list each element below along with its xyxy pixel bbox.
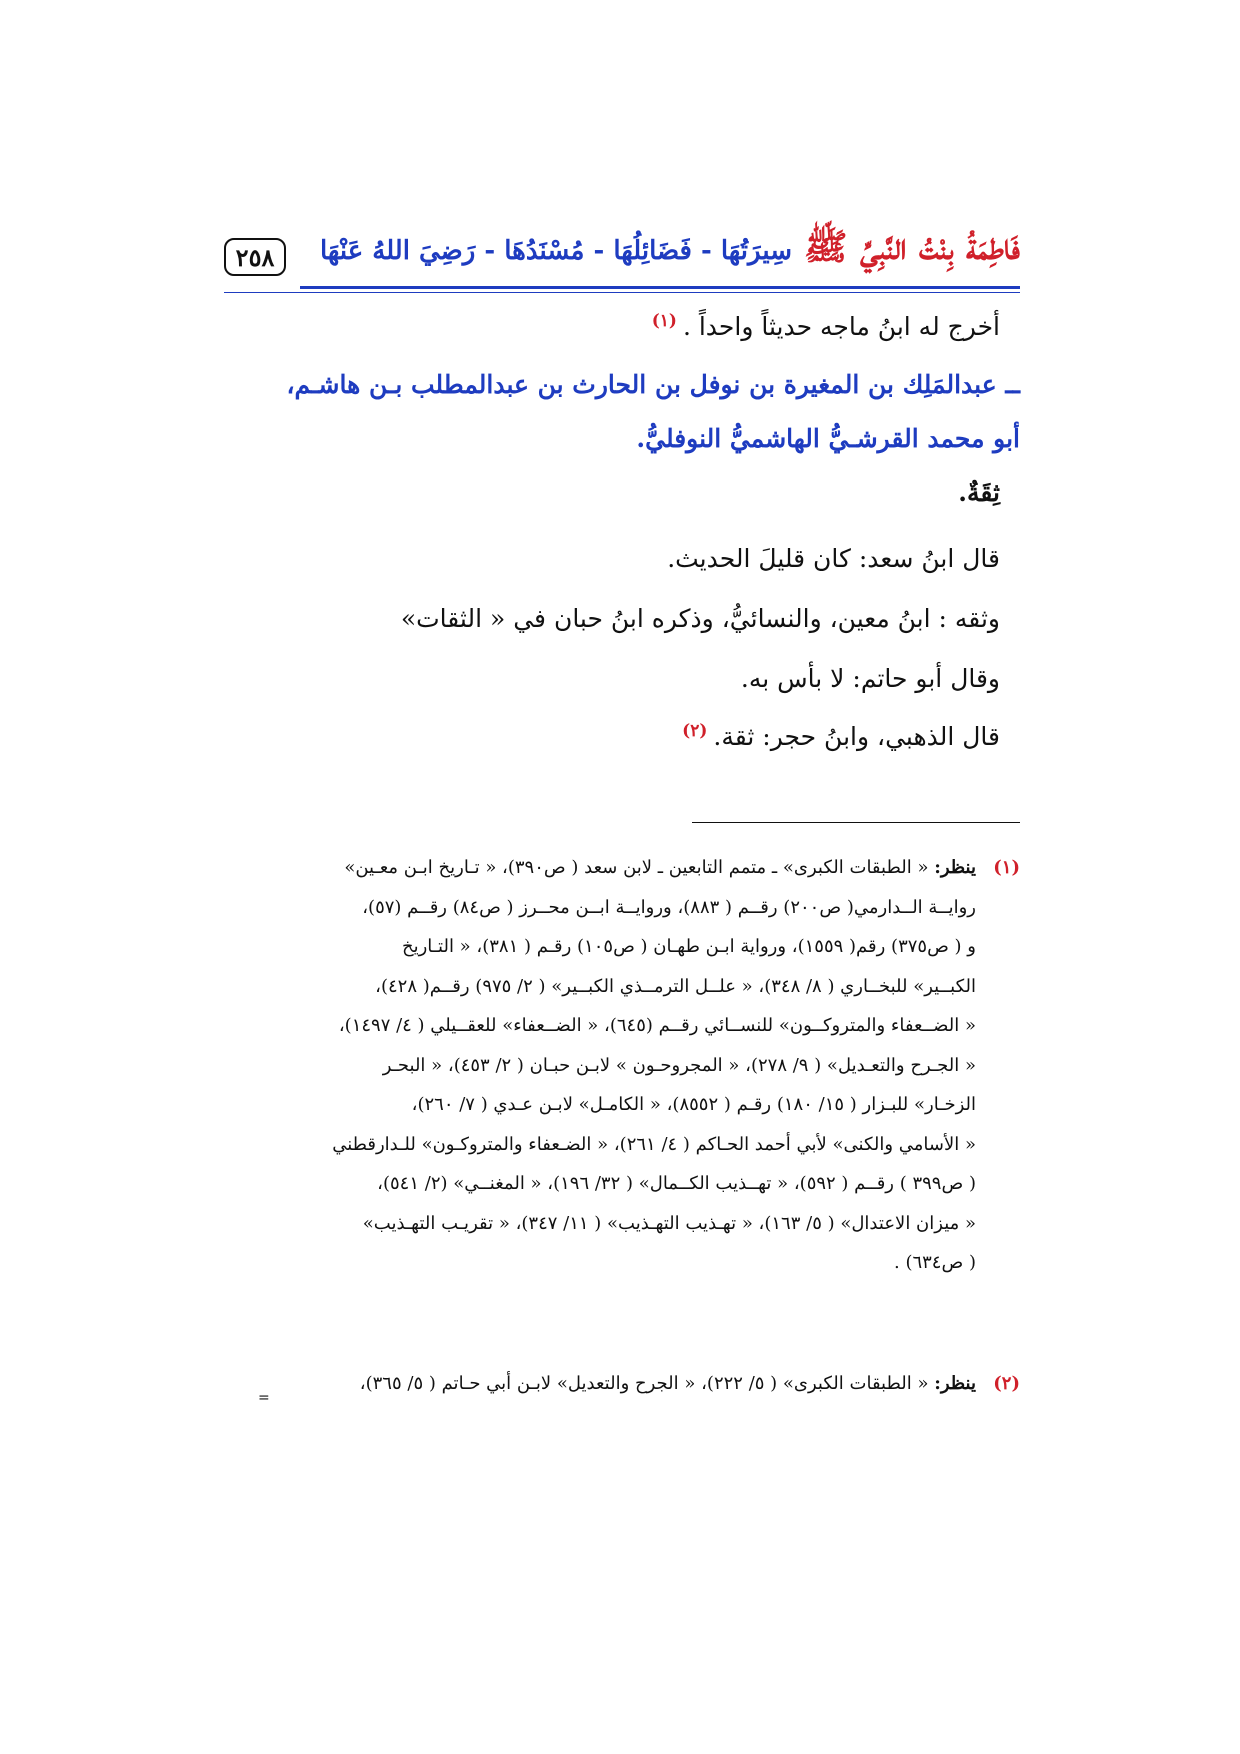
footnote-line: ( ص٦٣٤) . [894,1252,976,1273]
footnote-ref-2[interactable]: (٢) [682,720,708,741]
body-line-narration: أخرج له ابنُ ماجه حديثاً واحداً .$^{(١)}$ [651,310,1000,341]
narrator-heading-line-1: ــ عبدالمَلِك بن المغيرة بن نوفل بن الحارث بن عبدالمطلب بـن هاشـم، [286,370,1020,399]
footnote-line: روايــة الــدارمي( ص٢٠٠) رقــم ( ٨٨٣)، وروايــة ابــن محــرز ( ص٨٤) رقــم (٥٧)، [362,896,976,918]
footnote-1 [180,848,1020,1283]
narrator-heading-line-2: أبو محمد القرشـيُّ الهاشميُّ النوفليُّ. [636,424,1020,453]
running-header [300,222,1020,280]
footnote-line: « الجـرح والتعـديل» ( ٩/ ٢٧٨)، « المجروحـون » لابـن حبـان ( ٢/ ٤٥٣)، « البحـر [382,1054,976,1076]
header-rule-thin [224,292,1020,293]
footnote-number: (١) [993,857,1020,878]
continuation-mark: = [258,1390,270,1406]
footnote-lead: ينظر: [934,1373,976,1394]
body-line-thiqat: وثقه : ابنُ معين، والنسائيُّ، وذكره ابنُ حبان في « الثقات» [400,604,1000,633]
footnote-2 [180,1364,1020,1404]
footnote-ref-1[interactable]: (١) [651,310,677,331]
body-line-dhahabi: قال الذهبي، وابنُ حجر: ثقة.$^{(٢)}$ [682,720,1000,751]
footnote-line: ( ص٣٩٩ ) رقــم ( ٥٩٢)، « تهــذيب الكــمال» ( ٣٢/ ١٩٦)، « المغنــي» (٢/ ٥٤١)، [377,1173,976,1194]
body-line-abu-hatim: وقال أبو حاتم: لا بأس به. [740,664,1000,693]
header-title-main: فَاطِمَةُ بِنْتُ النَّبِيِّ ﷺ [804,226,1020,268]
footnote-lead: ينظر: [934,857,976,878]
footnote-line: و ( ص٣٧٥) رقم( ١٥٥٩)، ورواية ابـن طهـان ( ص١٠٥) رقـم ( ٣٨١)، « التـاريخ [401,936,976,957]
header-rule [300,286,1020,289]
footnote-line: (٢)ينظر: « الطبقات الكبرى» ( ٥/ ٢٢٢)، « الجرح والتعديل» لابـن أبي حـاتم ( ٥/ ٣٦٥)، [180,1364,1020,1404]
narrator-grade: ثِقَةٌ. [958,478,1000,507]
footnote-line: (١)ينظر: « الطبقات الكبرى» ـ متمم التابعين ـ لابن سعد ( ص٣٩٠)، « تـاريخ ابـن معـين» [180,848,1020,888]
footnote-line: الكبــير» للبخــاري ( ٨/ ٣٤٨)، « علــل الترمــذي الكبــير» ( ٢/ ٩٧٥) رقــم( ٤٢٨)، [375,975,976,997]
page-number-text: ٢٥٨ [235,242,275,272]
body-line-ibn-saad: قال ابنُ سعد: كان قليلَ الحديث. [667,544,1000,573]
header-title-sub: سِيرَتُهَا - فَضَائِلُهَا - مُسْنَدُهَا - رَضِيَ اللهُ عَنْهَا [319,236,792,266]
footnote-number: (٢) [993,1373,1020,1394]
footnote-separator [692,822,1020,823]
footnote-line: « الأسامي والكنى» لأبي أحمد الحـاكم ( ٤/ ٢٦١)، « الضـعفاء والمتروكـون» للـدارقطني [332,1133,976,1155]
footnote-line: الزخـار» للبـزار ( ١٥/ ١٨٠) رقـم ( ٨٥٥٢)، « الكامـل» لابـن عـدي ( ٧/ ٢٦٠)، [411,1094,976,1115]
footnote-line: « ميزان الاعتدال» ( ٥/ ١٦٣)، « تهـذيب التهـذيب» ( ١١/ ٣٤٧)، « تقريـب التهـذيب» [362,1212,976,1234]
footnote-line: « الضــعفاء والمتروكــون» للنســائي رقــم (٦٤٥)، « الضــعفاء» للعقــيلي ( ٤/ ١٤٩٧)، [338,1015,976,1036]
page-number [224,238,286,276]
